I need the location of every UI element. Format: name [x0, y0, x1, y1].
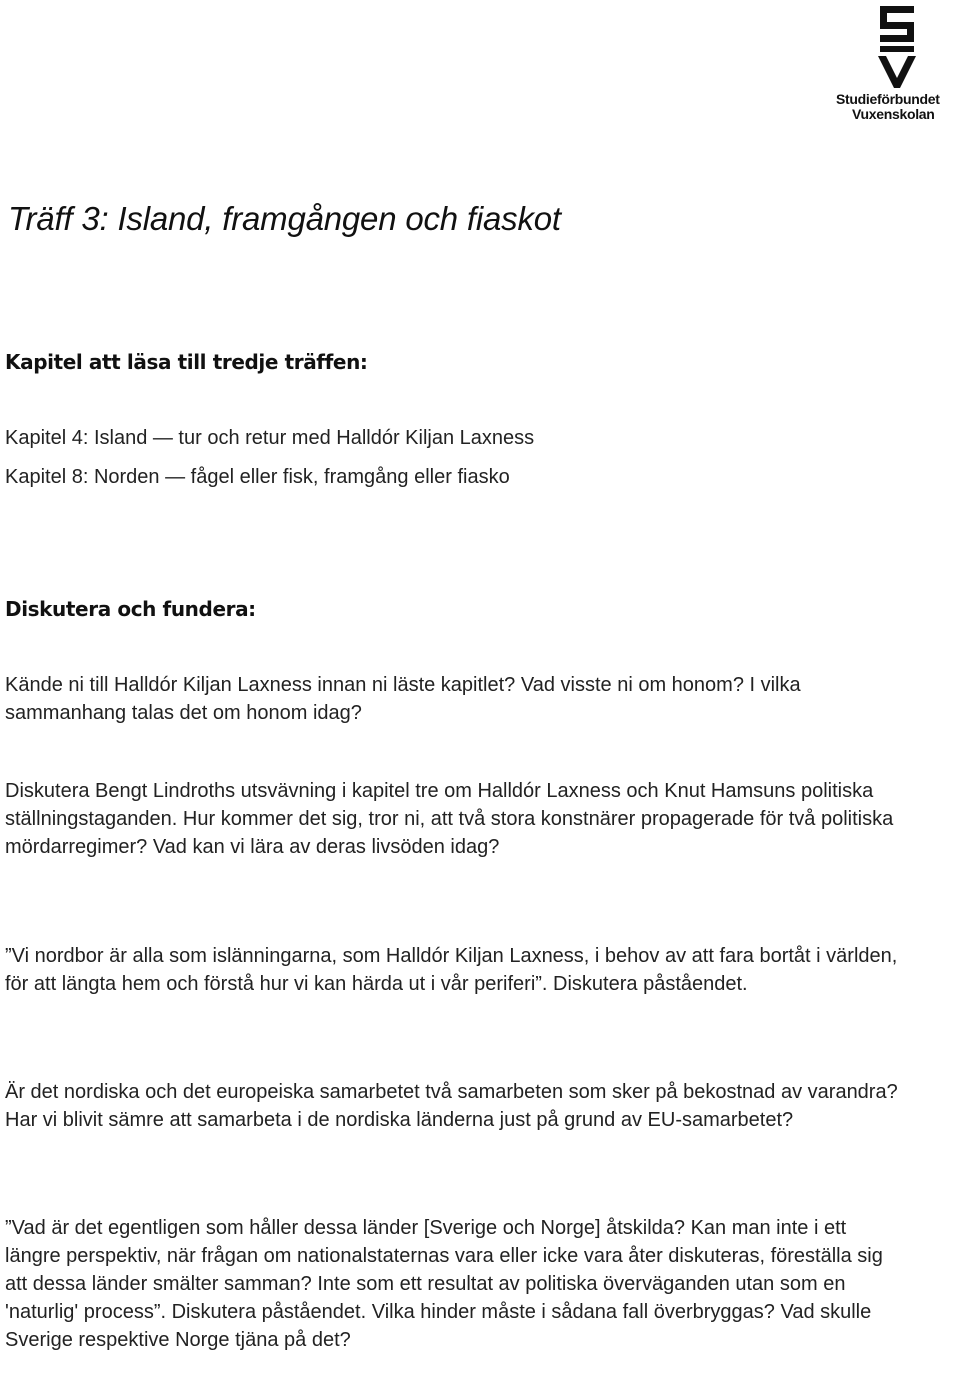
logo-line-2: Vuxenskolan	[852, 106, 935, 122]
sv-logo-icon	[874, 2, 922, 90]
logo-text	[836, 92, 940, 122]
discussion-paragraph: Diskutera Bengt Lindroths utsvävning i kapitel tre om Halldór Laxness och Knut Hamsuns politiska ställningstaganden. Hur kommer det sig, tror ni, att två stora konstnärer propagerade för två politiska mördarregimer? Vad kan vi lära av deras livsöden idag?	[5, 780, 894, 858]
page-title: Träff 3: Island, framgången och fiaskot	[8, 200, 561, 237]
discussion-paragraph: ”Vi nordbor är alla som islänningarna, som Halldór Kiljan Laxness, i behov av att fara bortåt i världen, för att längta hem och förstå hur vi kan härda ut i vår periferi”. Diskutera påståendet.	[5, 945, 898, 995]
discuss-heading: Diskutera och fundera:	[5, 597, 256, 621]
studieforbundet-logo	[836, 0, 960, 124]
reading-heading: Kapitel att läsa till tredje träffen:	[5, 350, 368, 374]
logo-line-1: Studieförbundet	[836, 91, 940, 107]
reading-item: Kapitel 8: Norden — fågel eller fisk, framgång eller fiasko	[5, 466, 510, 488]
discussion-paragraph: Kände ni till Halldór Kiljan Laxness innan ni läste kapitlet? Vad visste ni om honom? I vilka sammanhang talas det om honom idag?	[5, 674, 801, 724]
discussion-paragraph: Är det nordiska och det europeiska samarbetet två samarbeten som sker på bekostnad av varandra? Har vi blivit sämre att samarbeta i de nordiska länderna just på grund av EU-samarbetet?	[5, 1081, 898, 1131]
discussion-paragraph: ”Vad är det egentligen som håller dessa länder [Sverige och Norge] åtskilda? Kan man inte i ett längre perspektiv, när frågan om nationalstaternas vara eller icke vara åter diskuteras, föreställa sig att dessa länder smälter samman? Inte som ett resultat av politiska överväganden utan som en 'naturlig' process”. Diskutera påståendet. Vilka hinder måste i sådana fall överbryggas? Vad skulle Sverige respektive Norge tjäna på det?	[5, 1217, 883, 1351]
reading-item: Kapitel 4: Island — tur och retur med Halldór Kiljan Laxness	[5, 427, 535, 449]
